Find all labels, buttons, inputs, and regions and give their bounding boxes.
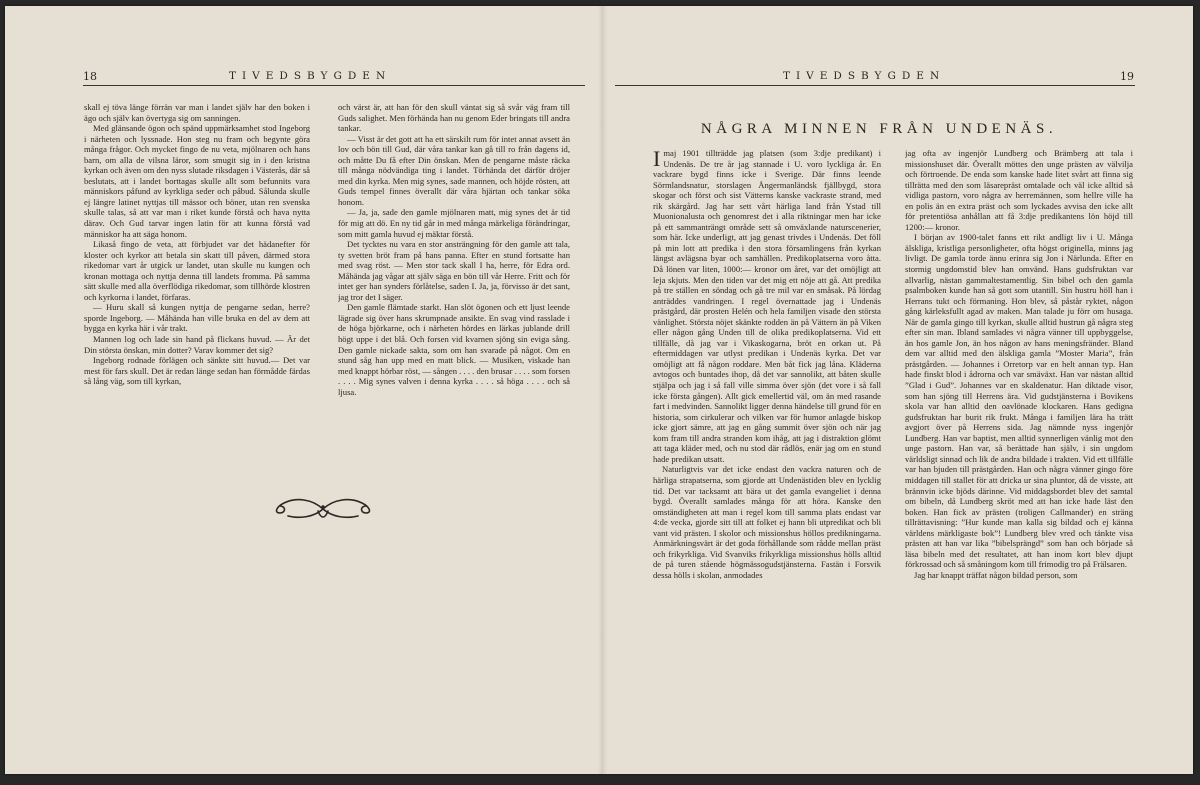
paragraph-text: I början av 1900-talet fanns ett rikt andligt liv i U. Många älskliga, kristliga personligheter, ofta högst originella, minns jag livligt. De gamla torde ännu erinra sig Jon i Närlunda. Efter en stormig ungdomstid blev han omvänd. Hans gudsfruktan var allvarlig, nästan gammaltestamentlig. Sin bibel och den gamla psalmboken kunde han så gott som utantill. Sin hustru höll han i Herrans tukt och förmaning. Hon blev, så påstår ryktet, någon gång kärleksfullt agad av maken. Man talade ju förr om husaga. När de gamla gingo till kyrkan, skulle alltid hustrun gå några steg efter sin man. Ibland samlades vi några vänner till uppbyggelse, än hos gamle Jon, än hos någon av hans meningsfränder. Bland dem var alltid med den älskliga gamla ”Moster Maria”, från prästgården. — Johannes i Orretorp var en helt annan typ. Han hade finskt blod i ådrorna och var smäväxt. Han var nästan alltid ”Glad i Gud”. Johannes var en skaldenatur. Han diktade visor, som han sjöng till Herrens ära. Vid gudstjänsterna i Bovikens skola var han alltid den oavlönade klockaren. Hans gedigna gudsfruktan har burit rik frukt. Många i familjen lära ha trätt avgjort över på Herrens sida. Jag nämnde nyss ingenjör Lundberg. Han var baptist, men alltid synnerligen vänlig mot den unge pastorn. Han var, så berättade han själv, i sin ungdom världsligt sinnad och lik de andra bildade i trakten. Vid ett tillfälle var han bjuden till prästgården. Han och några vänner gingo före middagen till stallet för att dricka ur sina pluntor, då de visste, att brännvin icke bjöds därinne. Vid middagsbordet blev det samtal om bibeln, då Lundberg skröt med att han icke hade läst den boken. Han fick av prästen (troligen Callmander) en sträng tillrättavisning: ”Hur kunde man kalla sig bildad och ej känna världens märkligaste bok”! Lundberg blev vred och tänkte visa prästen att han var lika ”bibelsprängd” som han och började så läsa bibeln med det resultatet, att han inom kort blev djupt förkrossad och så småningom kom till frimodig tro på Frälsaren.: [905, 232, 1133, 570]
left-column-2: [338, 102, 570, 450]
paragraph-text: och värst är, att han för den skull väntat sig så svår väg fram till Guds salighet. Men förhända han nu genom Eder bringats till andra tankar.: [338, 102, 570, 134]
paragraph-text: Mannen log och lade sin hand på flickans huvud. — Är det Din största önskan, min dotter? Varav kommer det sig?: [84, 334, 310, 355]
paragraph-text: jag ofta av ingenjör Lundberg och Brämberg att tala i missionshuset där. Överallt möttes den unge prästen av välvilja och förtroende. De enda som kanske hade litet svårt att finna sig tillrätta med den som läsarepräst omtalade och väl icke alltid så vidliga pastorn, voro några av herremännen, som hellre ville ha en polis än en extra präst och som lyckades avvisa den icke allt för pretentiösa anhållan att få 3:dje predikantens lön höjd till 1200:— kronor.: [905, 148, 1133, 232]
drop-cap: I: [653, 148, 661, 171]
magazine-spread: [5, 6, 1193, 774]
paragraph-text: Likaså fingo de veta, att förbjudet var det hädanefter för kloster och kyrkor att betala sin skatt till påven, därmed stora rikedomar vart år utgick ur landet, utan skulle nu kungen och kronan mottaga och nyttja denna till landets fromma. På samma sätt skulle med alla överflödiga rikedomar, som tillhörde klostren och kyrkorna i landet, förfaras.: [84, 239, 310, 302]
paragraph: [338, 134, 570, 208]
paragraph: [338, 207, 570, 239]
paragraph-text: — Ja, ja, sade den gamle mjölnaren matt, mig synes det är tid för mig att dö. En ny tid går in med många märkeliga förändringar, som mitt gamla huvud ej mäktar förstå.: [338, 207, 570, 239]
paragraph: [84, 355, 310, 387]
paragraph: [84, 334, 310, 355]
paragraph: [905, 232, 1133, 570]
paragraph-text: Naturligtvis var det icke endast den vackra naturen och de härliga strapatserna, som gjorde att Undenästiden blev en lycklig tid. Det var tacksamt att bära ut det gamla evangeliet i denna bygd. Överallt samlades många för att höra. Kanske den omständigheten att man i regel kom till samma plats endast var 4:de vecka, gjorde sitt till att folket ej hann bli utpredikat och bli vant vid prästen. I skolor och missionshus höllos predikningarna. Anmärkningsvärt är det goda förhållande som rådde mellan präst och frikyrkliga. Vid Svanviks frikyrkliga missionshus hölls alltid de på turen stående högmässogudstjänsterna. Fastän i Forsvik dessa hölls i skolan, anmodades: [653, 464, 881, 580]
right-column-2: [905, 148, 1133, 708]
paragraph-text: — Visst är det gott att ha ett särskilt rum för intet annat avsett än lov och bön till Gud, där våra tankar kan gå till ro från dagens id, och måtte Du få efter Din önskan. Men de pengarne måste räcka till många nödvändiga ting i landet. Törhända det därför dröjer med din kyrka. Men mig synes, sade mannen, och höjde rösten, att Guds tempel finnes överallt där våra hjärtan och tankar söka honom.: [338, 133, 570, 207]
paragraph: [653, 148, 881, 464]
left-page-header: [83, 68, 585, 88]
right-page-header: [615, 68, 1135, 88]
paragraph-text: — Huru skall så kungen nyttja de pengarne sedan, herre? sporde Ingeborg. — Måhända han ville bruka en del av dem att bygga en kyrka här i vår trakt.: [84, 302, 310, 334]
paragraph-text: Jag har knappt träffat någon bildad person, som: [914, 569, 1078, 580]
paragraph: [905, 148, 1133, 232]
left-page: [5, 6, 599, 774]
paragraph: [338, 239, 570, 302]
paragraph: [84, 239, 310, 302]
right-page: [605, 6, 1193, 774]
paragraph-text: Med glänsande ögon och spänd uppmärksamhet stod Ingeborg i närheten och lyssnade. Hon steg nu fram och begynte göra många frågor. Och mycket fingo de nu veta, mjölnaren och hans barn, om alla de vilsna läror, som smugit sig in i den kristna kyrkan och även om den nyss slutade riksdagen i Västerås, där så beslutats, att i landet borttagas skulle allt som befunnits vara människors påfund av kyrkliga seder och påbud. Sålunda skulle ej längre latinet nyttjas till mässor och böner, utan ren svenska skulle talas, så att var man i riket kunde förstå och hava nytta därav. Och Gud tarvar ingen latin för att kunna förstå vad människor ha att säga honom.: [84, 123, 310, 239]
article-title: NÅGRA MINNEN FRÅN UNDENÄS.: [700, 121, 1058, 137]
left-column-1: [84, 102, 310, 458]
paragraph: [653, 464, 881, 580]
left-page-number: 18: [83, 70, 97, 83]
paragraph: [338, 102, 570, 134]
paragraph: [84, 302, 310, 334]
paragraph-text: Den gamle flämtade starkt. Han slöt ögonen och ett ljust leende lägrade sig över hans skrumpnade ansikte. En svag vind rasslade i de höga björkarne, och i närheten hördes en lärkas jublande drill högt uppe i det blå. Och forsen vid kvarnen sjöng sin eviga sång. Den gamle nickade sakta, som om han svarade på något. Om en stund såg han upp med en matt blick. — Musiken, viskade han med knappt hörbar röst, — sången . . . . den brusar . . . . som forsen . . . . Mig synes valven i denna kyrka . . . . så höga . . . . och så ljusa.: [338, 302, 570, 397]
right-running-head: TIVEDSBYGDEN: [783, 70, 946, 82]
paragraph: [905, 570, 1133, 581]
paragraph-text: skall ej töva länge förrän var man i landet själv har den boken i ägo och själv kan övertyga sig om sanningen.: [84, 102, 310, 123]
right-page-number: 19: [1120, 70, 1134, 83]
left-running-head: TIVEDSBYGDEN: [229, 70, 392, 82]
decorative-flourish-icon: [268, 491, 378, 525]
paragraph: [84, 102, 310, 123]
left-header-rule: [83, 85, 585, 86]
paragraph-text: maj 1901 tillträdde jag platsen (som 3:dje predikant) i Undenäs. De tre år jag stannade i U. voro lyckliga år. En vackrare bygd finns icke i Sverige. Där finns leende Sörmlandsnatur, storslagen Ångermanländsk fjällbygd, stora skogar och först och sist Vätterns kanske vackraste strand, med rik skärgård. Jag har sett vårt härliga land från Ystad till Muonionalusta och genomrest det i alla riktningar men har icke på ett sammanträngt område sett så omväxlande naturscenerier, som här. Icke underligt, att jag genast trivdes i Undenäs. Det föll på min lott att predika i den stora församlingens från kyrkan längst avlägsna byar och samhällen. Predikoplatserna voro åtta. Då lönen var liten, 1000:— kronor om året, var det omöjligt att leja skjuts. Men den tiden var det mig ett nöje att gå. Att predika på tre ställen en söndag och gå tre mil var en småsak. På lördag anträddes vandringen. I regel övernattade jag i Undenäs prästgård, där prosten Helén och hela familjen visade den största vänlighet. Största nöjet skänkte rodden än på Vättern än på Viken eller någon gång Unden till de olika predikoplatserna. Vid ett tillfälle, då jag var i Vikaskogarna, bröt en orkan ut. På eftermiddagen var utlyst predikan i Undenäs kyrka. Det var omöjligt att få någon roddare. Men båt fick jag låna. Kläderna avtogos och buntades ihop, då det var sannolikt, att båten skulle stjälpa och jag i så fall ville simma över sjön (det vore i så fall icke första gången). Allt gick emellertid väl, om än med rasande fart i medvinden. Sannolikt ligger denna händelse till grund för en historia, som cirkulerar och vilken var för humor anlagde biskop icke gjort sämre, att jag en gång summit över sjön och när jag kom fram till andra stranden kom ihåg, att jag i distraktion glömt att taga kläder med, och nu stod där rådlös, enär jag om en stund hade predikan utsatt.: [653, 148, 881, 464]
right-header-rule: [615, 85, 1135, 86]
paragraph: [338, 302, 570, 397]
paragraph-text: Ingeborg rodnade förlägen och sänkte sitt huvud.— Det var mest för fars skull. Det är redan länge sedan han förmådde färdas så lång väg, som till kyrkan,: [84, 355, 310, 387]
paragraph-text: Det tycktes nu vara en stor ansträngning för den gamle att tala, ty svetten bröt fram på hans panna. Efter en stund fortsatte han med svag röst. — Men stor tack skall I ha, herre, för Edra ord. Måhända jag vågar att själv säga en bön till vår Herre. Fritt och för intet ger han synders förlåtelse, saden I. Ja, ja, förvisso är det sant, jag tror det I säger.: [338, 239, 570, 302]
paragraph: [84, 123, 310, 239]
right-column-1: [653, 148, 881, 748]
